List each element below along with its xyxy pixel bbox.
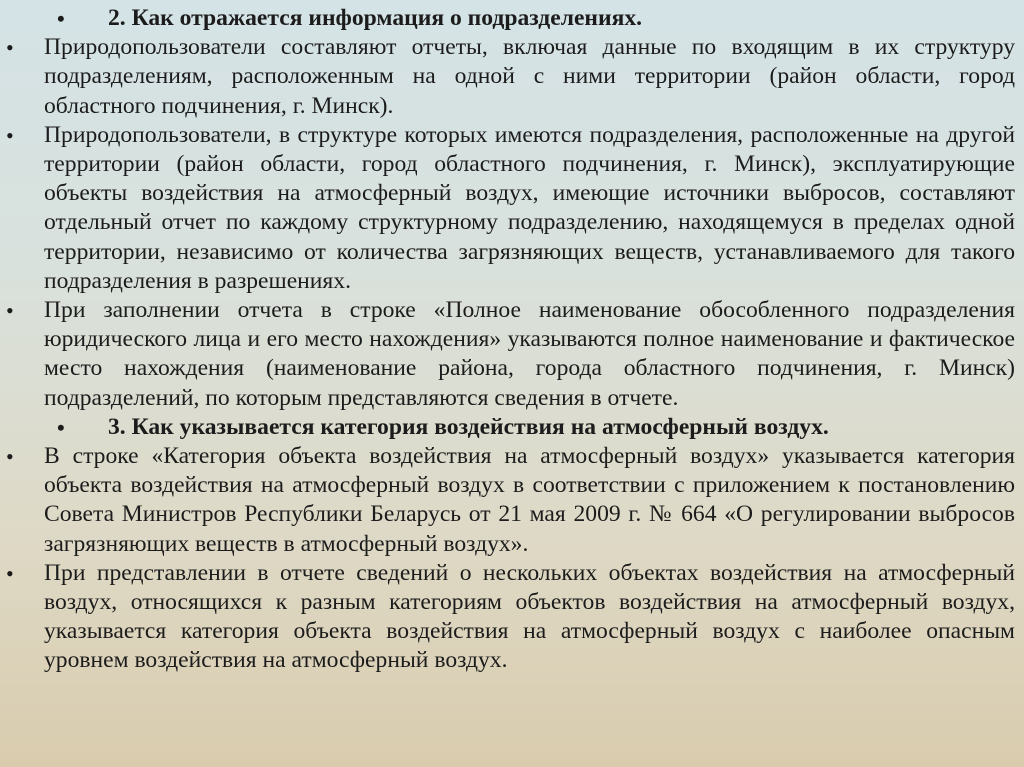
bullet-paragraph <box>0 442 1024 559</box>
bullet-paragraph <box>0 559 1024 676</box>
bullet-icon: • <box>6 444 14 470</box>
bullet-icon: • <box>6 122 14 148</box>
bullet-paragraph <box>0 33 1024 121</box>
paragraph-text: Природопользователи, в структуре которых имеются подразделения, расположенные на другой территории (район области, город областного подчинения, г. Минск), эксплуатирующие объекты воздействия на атмосферный воздух, имеющие источники выбросов, составляют отдельный отчет по каждому структурному подразделению, находящемуся в пределах одной территории, независимо от количества загрязняющих веществ, устанавливаемого для такого подразделения в разрешениях. <box>44 121 1015 294</box>
bullet-icon: • <box>6 560 14 586</box>
bullet-paragraph <box>0 121 1024 296</box>
paragraph-text: Природопользователи составляют отчеты, включая данные по входящим в их структуру подразделениям, расположенным на одной с ними территории (район области, город областного подчинения, г. Минск). <box>44 34 1015 119</box>
section-heading-subdivisions <box>0 4 1024 33</box>
paragraph-text: В строке «Категория объекта воздействия на атмосферный воздух» указывается категория объекта воздействия на атмосферный воздух в соответствии с приложением к постановлению Совета Министров Республики Беларусь от 21 мая 2009 г. № 664 «О регулировании выбросов загрязняющих веществ в атмосферный воздух». <box>44 443 1015 557</box>
paragraph-text: При заполнении отчета в строке «Полное наименование обособленного подразделения юридического лица и его место нахождения» указываются полное наименование и фактическое место нахождения (наименование района, города областного подчинения, г. Минск) подразделений, по которым представляются сведения в отчете. <box>44 297 1015 411</box>
bullet-icon: • <box>57 6 65 31</box>
bullet-icon: • <box>6 298 14 324</box>
paragraph-text: При представлении в отчете сведений о нескольких объектах воздействия на атмосферный воздух, относящихся к разным категориям объектов воздействия на атмосферный воздух, указывается категория объекта воздействия на атмосферный воздух с наиболее опасным уровнем воздействия на атмосферный воздух. <box>44 559 1015 674</box>
bullet-paragraph <box>0 296 1024 413</box>
bullet-list <box>0 4 1024 676</box>
section-heading-category <box>0 413 1024 442</box>
heading-text: 3. Как указывается категория воздействия на атмосферный воздух. <box>108 413 829 440</box>
heading-text: 2. Как отражается информация о подразделениях. <box>108 5 643 31</box>
bullet-icon: • <box>6 35 14 61</box>
bullet-icon: • <box>57 414 65 440</box>
